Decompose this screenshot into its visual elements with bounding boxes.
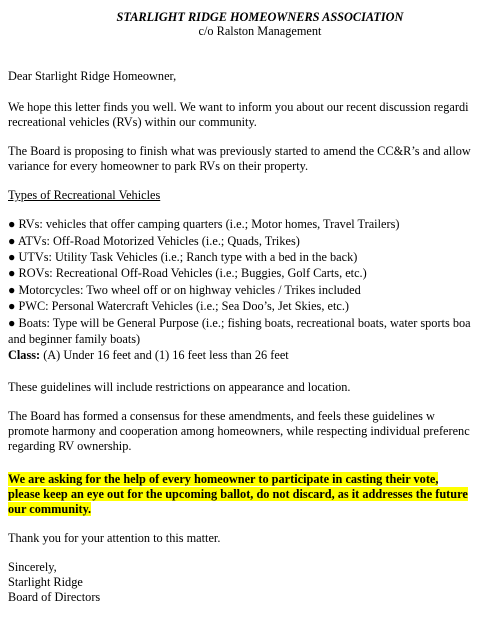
type-utv: ● UTVs: Utility Task Vehicles (i.e.; Ranch type with a bed in the back)	[8, 250, 358, 264]
type-motorcycle: ● Motorcycles: Two wheel off or on highway vehicles / Trikes included	[8, 283, 361, 297]
proposal-line-1: The Board is proposing to finish what was previously started to amend the CC&R’s and allow	[8, 144, 471, 158]
callout-line-2	[8, 487, 468, 502]
class-text: (A) Under 16 feet and (1) 16 feet less than 26 feet	[43, 348, 289, 362]
guidelines-text: These guidelines will include restrictions on appearance and location.	[8, 380, 351, 394]
class-label: Class:	[8, 348, 41, 362]
consensus-line-3: regarding RV ownership.	[8, 439, 132, 453]
callout-highlight-2: please keep an eye out for the upcoming ballot, do not discard, as it addresses the future	[8, 487, 468, 501]
callout-line-3	[8, 502, 91, 517]
type-pwc: ● PWC: Personal Watercraft Vehicles (i.e.; Sea Doo’s, Jet Skies, etc.)	[8, 299, 349, 313]
closing-board: Board of Directors	[8, 590, 101, 604]
type-rov: ● ROVs: Recreational Off-Road Vehicles (i.e.; Buggies, Golf Carts, etc.)	[8, 266, 367, 280]
callout-highlight-1: We are asking for the help of every homeowner to participate in casting their vote,	[8, 472, 439, 486]
callout-highlight-3: our community.	[8, 502, 92, 516]
association-title: STARLIGHT RIDGE HOMEOWNERS ASSOCIATION	[116, 10, 404, 24]
types-heading: Types of Recreational Vehicles	[8, 188, 161, 202]
callout-line-1	[8, 472, 438, 487]
intro-line-1: We hope this letter finds you well. We want to inform you about our recent discussion regardi	[8, 100, 469, 114]
salutation: Dear Starlight Ridge Homeowner,	[8, 69, 177, 83]
proposal-line-2: variance for every homeowner to park RVs on their property.	[8, 159, 309, 173]
consensus-line-2: promote harmony and cooperation among homeowners, while respecting individual preferenc	[8, 424, 470, 438]
management-subtitle: c/o Ralston Management	[198, 24, 322, 38]
type-rv: ● RVs: vehicles that offer camping quarters (i.e.; Motor homes, Travel Trailers)	[8, 217, 400, 231]
consensus-line-1: The Board has formed a consensus for these amendments, and feels these guidelines w	[8, 409, 435, 423]
class-line	[8, 348, 289, 363]
thanks-text: Thank you for your attention to this matter.	[8, 531, 221, 545]
type-boat: ● Boats: Type will be General Purpose (i.e.; fishing boats, recreational boats, water sports boa	[8, 316, 471, 330]
intro-line-2: recreational vehicles (RVs) within our community.	[8, 115, 257, 129]
type-boat-continuation: and beginner family boats)	[8, 332, 141, 346]
closing-sincerely: Sincerely,	[8, 560, 57, 574]
closing-org: Starlight Ridge	[8, 575, 83, 589]
type-atv: ● ATVs: Off-Road Motorized Vehicles (i.e.; Quads, Trikes)	[8, 234, 300, 248]
